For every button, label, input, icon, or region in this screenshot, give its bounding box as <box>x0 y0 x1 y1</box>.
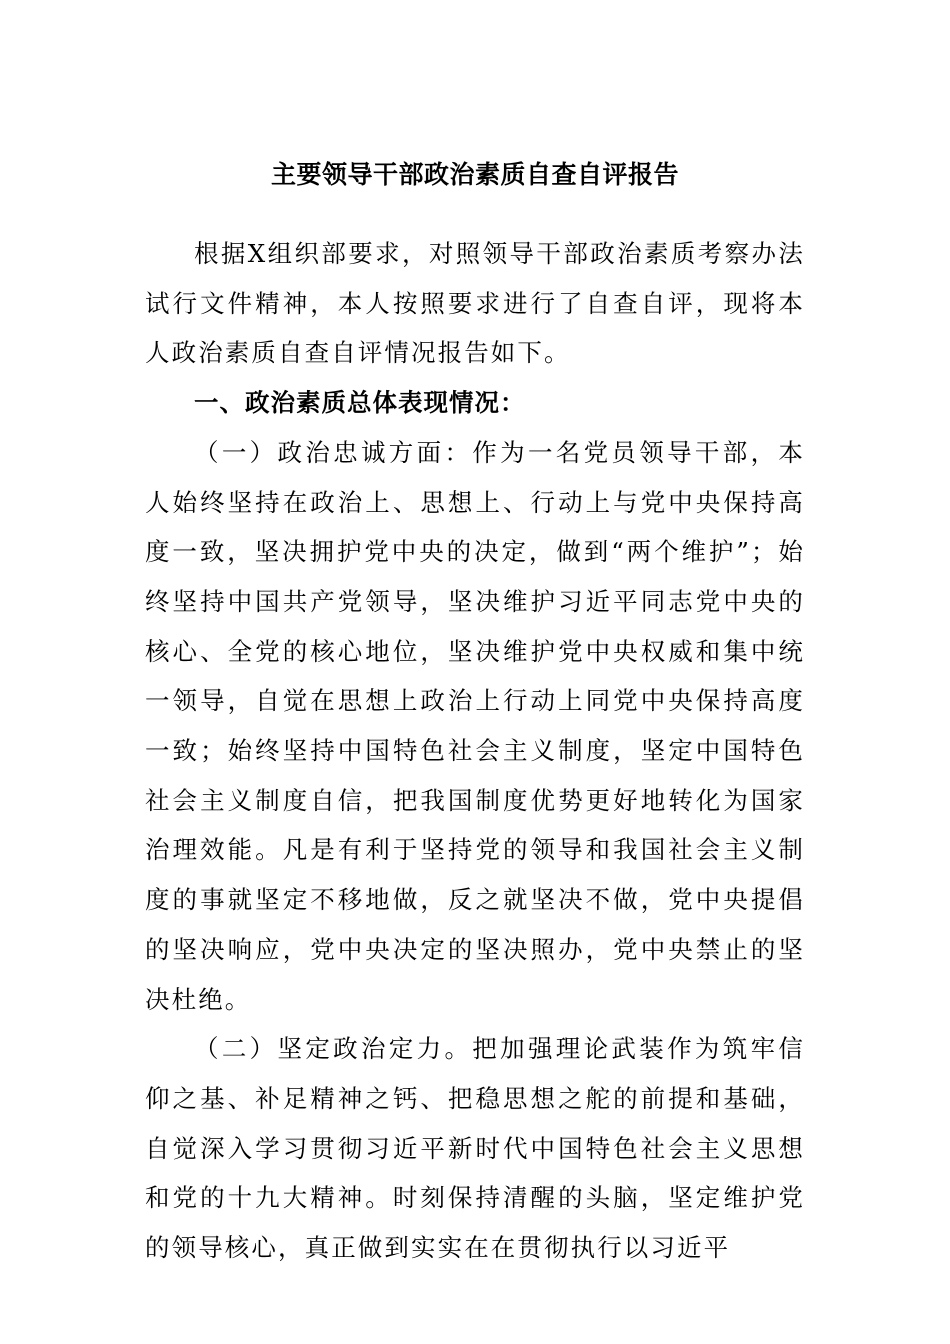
section-heading: 一、政治素质总体表现情况： <box>194 388 526 418</box>
political-resolve-paragraph: （二）坚定政治定力。把加强理论武装作为筑牢信仰之基、补足精神之钙、把稳思想之舵的前提和基础，自觉深入学习贯彻习近平新时代中国特色社会主义思想和党的十九大精神。时刻保持清醒的头脑，坚定维护党的领导核心，真正做到实实在在贯彻执行以习近平 <box>145 1034 805 1263</box>
intro-paragraph: 根据X组织部要求，对照领导干部政治素质考察办法试行文件精神，本人按照要求进行了自查自评，现将本人政治素质自查自评情况报告如下。 <box>145 239 805 368</box>
document-body <box>145 229 805 1273</box>
document-title: 主要领导干部政治素质自查自评报告 <box>270 160 679 189</box>
political-loyalty-paragraph: （一）政治忠诚方面：作为一名党员领导干部，本人始终坚持在政治上、思想上、行动上与党中央保持高度一致，坚决拥护党中央的决定，做到“两个维护”；始终坚持中国共产党领导，坚决维护习近平同志党中央的核心、全党的核心地位，坚决维护党中央权威和集中统一领导，自觉在思想上政治上行动上同党中央保持高度一致；始终坚持中国特色社会主义制度，坚定中国特色社会主义制度自信，把我国制度优势更好地转化为国家治理效能。凡是有利于坚持党的领导和我国社会主义制度的事就坚定不移地做，反之就坚决不做，党中央提倡的坚决响应，党中央决定的坚决照办，党中央禁止的坚决杜绝。 <box>145 437 805 1014</box>
